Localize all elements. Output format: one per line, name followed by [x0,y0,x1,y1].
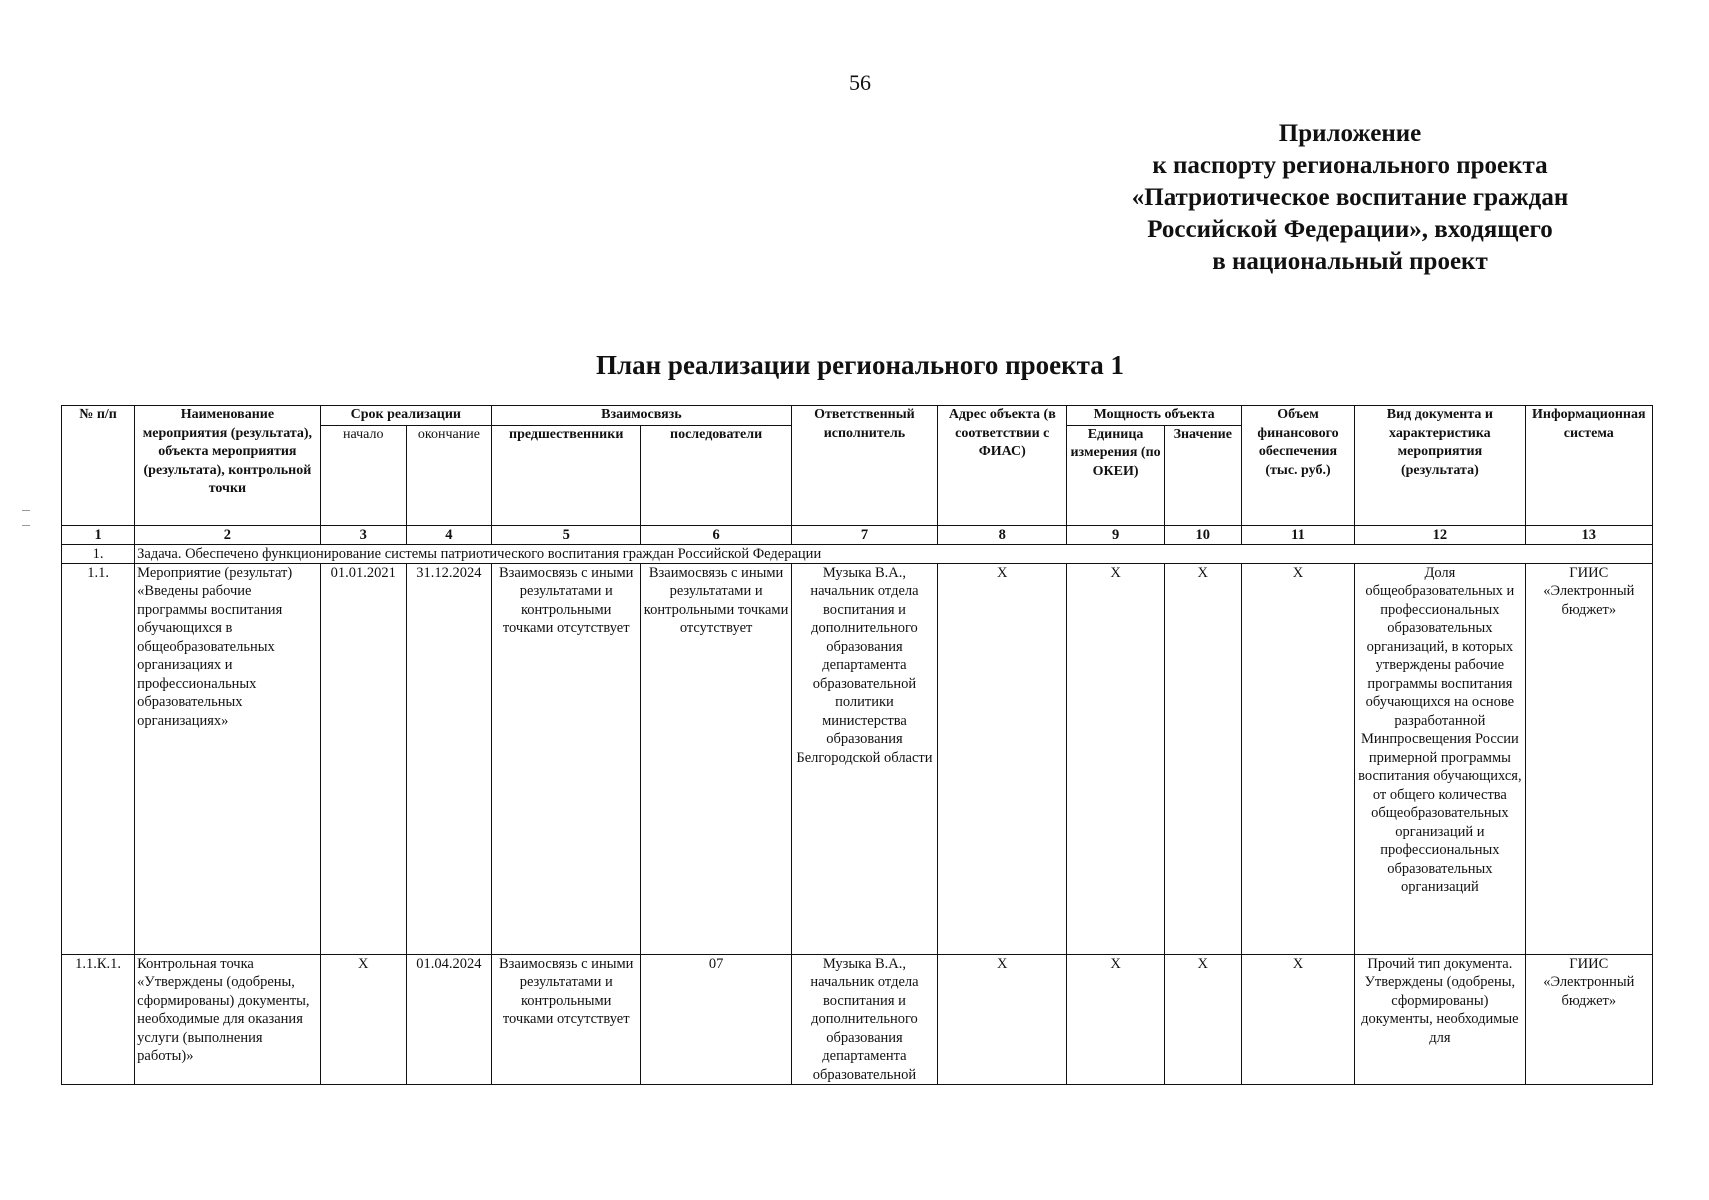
table-row [62,563,1653,954]
header-address: Адрес объекта (в соответствии с ФИАС) [938,406,1067,526]
task-num: 1. [62,544,135,563]
row-unit: Х [1067,954,1164,1085]
table-row [62,954,1653,1085]
header-system: Информационная система [1525,406,1652,526]
row-predecessors: Взаимосвязь с иными результатами и контрольными точками отсутствует [492,563,641,954]
column-number: 6 [641,525,791,544]
header-predecessors: предшественники [492,425,641,525]
column-number: 10 [1164,525,1241,544]
header-row [62,406,1653,426]
appendix-line: «Патриотическое воспитание граждан [1131,184,1569,211]
row-value: Х [1164,954,1241,1085]
row-followers: Взаимосвязь с иными результатами и контрольными точками отсутствует [641,563,791,954]
page-number: 56 [849,70,871,95]
appendix-heading [1080,118,1620,278]
row-system: ГИИС «Электронный бюджет» [1525,563,1652,954]
header-end: окончание [406,425,491,525]
row-num: 1.1. [62,563,135,954]
header-capacity: Мощность объекта [1067,406,1241,426]
row-responsible: Музыка В.А., начальник отдела воспитания и дополнительного образования департамента образовательной политики министерства образования Белгородской области [791,563,937,954]
row-num: 1.1.К.1. [62,954,135,1085]
header-start: начало [320,425,406,525]
column-number: 3 [320,525,406,544]
plan-table [61,405,1653,1085]
row-end: 01.04.2024 [406,954,491,1085]
row-value: Х [1164,563,1241,954]
column-number: 11 [1241,525,1354,544]
row-address: Х [938,954,1067,1085]
header-name: Наименование мероприятия (результата), объекта мероприятия (результата), контрольной точки [135,406,320,526]
appendix-line: Российской Федерации», входящего [1147,216,1553,243]
header-finance: Объем финансового обеспечения (тыс. руб.) [1241,406,1354,526]
row-name: Контрольная точка «Утверждены (одобрены, сформированы) документы, необходимые для оказания услуги (выполнения работы)» [135,954,320,1085]
row-unit: Х [1067,563,1164,954]
header-term: Срок реализации [320,406,491,426]
row-predecessors: Взаимосвязь с иными результатами и контрольными точками отсутствует [492,954,641,1085]
row-followers: 07 [641,954,791,1085]
column-number: 13 [1525,525,1652,544]
row-name: Мероприятие (результат) «Введены рабочие программы воспитания обучающихся в общеобразовательных организациях и профессиональных образовательных организациях» [135,563,320,954]
header-responsible: Ответственный исполнитель [791,406,937,526]
task-row [62,544,1653,563]
column-number: 9 [1067,525,1164,544]
column-number-row [62,525,1653,544]
header-value: Значение [1164,425,1241,525]
column-number: 12 [1355,525,1525,544]
appendix-line: в национальный проект [1212,248,1488,275]
row-start: Х [320,954,406,1085]
row-finance: Х [1241,954,1354,1085]
row-end: 31.12.2024 [406,563,491,954]
task-text: Задача. Обеспечено функционирование системы патриотического воспитания граждан Российской Федерации [135,544,1653,563]
column-number: 4 [406,525,491,544]
header-link: Взаимосвязь [492,406,792,426]
row-responsible: Музыка В.А., начальник отдела воспитания и дополнительного образования департамента образовательной [791,954,937,1085]
row-doc: Доля общеобразовательных и профессиональных образовательных организаций, в которых утверждены рабочие программы воспитания обучающихся на основе разработанной Минпросвещения России примерной программы воспитания обучающихся, от общего количества общеобразовательных организаций и профессиональных образовательных организаций [1355,563,1525,954]
appendix-line: Приложение [1278,120,1422,147]
header-followers: последователи [641,425,791,525]
row-doc: Прочий тип документа. Утверждены (одобрены, сформированы) документы, необходимые для [1355,954,1525,1085]
row-start: 01.01.2021 [320,563,406,954]
header-unit: Единица измерения (по ОКЕИ) [1067,425,1164,525]
header-num: № п/п [62,406,135,526]
row-address: Х [938,563,1067,954]
header-doc: Вид документа и характеристика мероприятия (результата) [1355,406,1525,526]
plan-title: План реализации регионального проекта 1 [595,350,1125,380]
scan-edge-marks [22,510,30,540]
row-system: ГИИС «Электронный бюджет» [1525,954,1652,1085]
column-number: 8 [938,525,1067,544]
row-finance: Х [1241,563,1354,954]
column-number: 1 [62,525,135,544]
appendix-line: к паспорту регионального проекта [1152,152,1548,179]
column-number: 7 [791,525,937,544]
column-number: 2 [135,525,320,544]
column-number: 5 [492,525,641,544]
